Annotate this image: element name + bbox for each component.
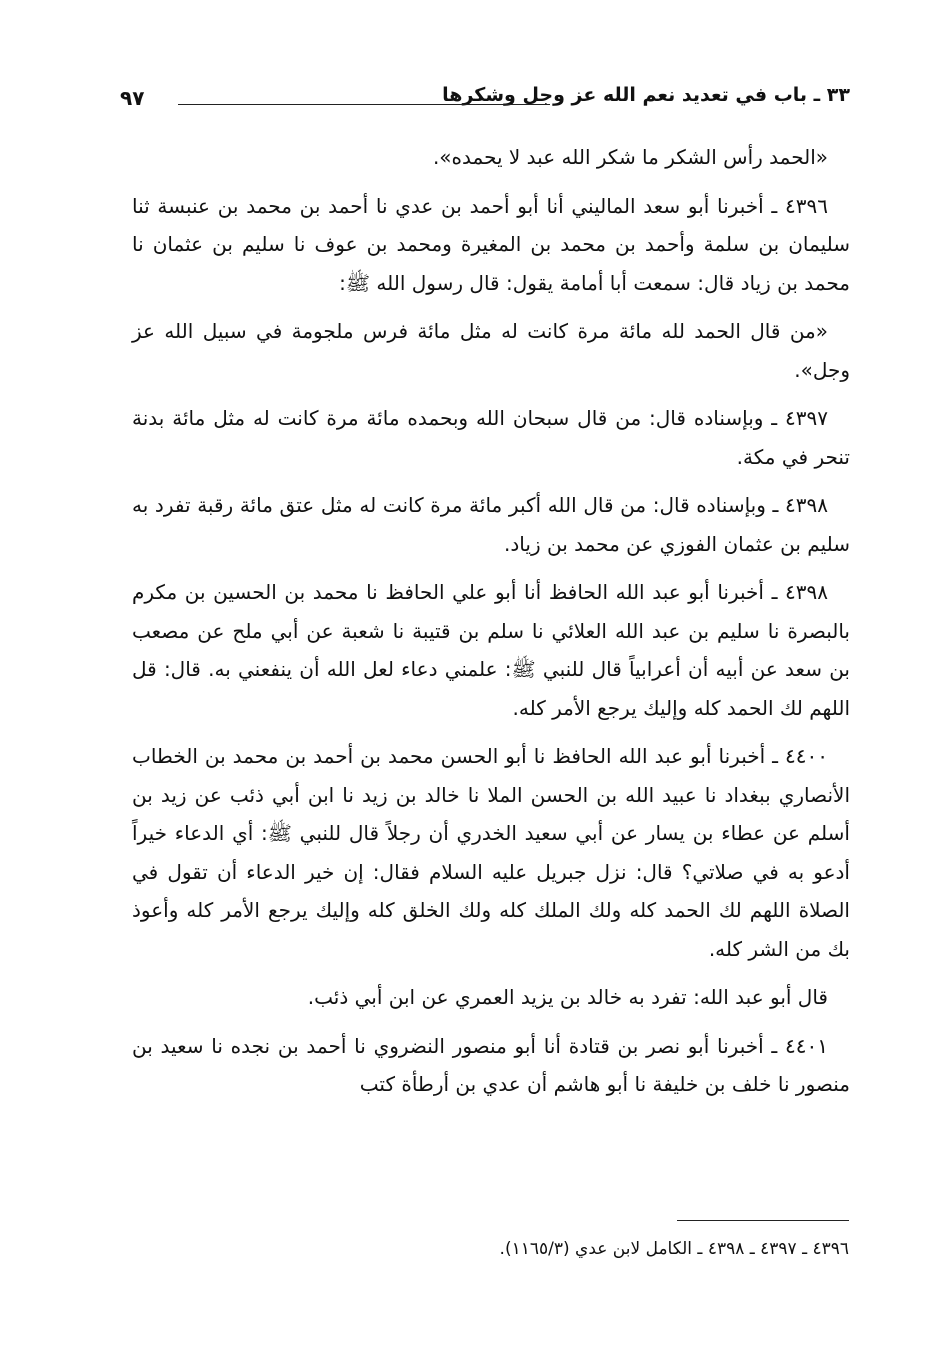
- hadith-4398: ٤٣٩٨ ـ وبإسناده قال: من قال الله أكبر مائة مرة كانت له مثل عتق مائة رقبة تفرد به سليم بن عثمان الفوزي عن محمد بن زياد.: [132, 493, 850, 556]
- page-header: [120, 80, 850, 120]
- paragraph-quote-hundred: «من قال الحمد لله مائة مرة كانت له مثل مائة فرس ملجومة في سبيل الله عز وجل».: [132, 319, 850, 382]
- page-number: ٩٧: [120, 86, 145, 110]
- paragraph-comment: قال أبو عبد الله: تفرد به خالد بن يزيد العمري عن ابن أبي ذئب.: [307, 985, 828, 1009]
- hadith-4400: ٤٤٠٠ ـ أخبرنا أبو عبد الله الحافظ نا أبو الحسن محمد بن أحمد بن محمد بن الخطاب الأنصاري ببغداد نا عبيد الله بن الحسن الملا نا خالد بن زيد نا ابن أبي ذئب عن زيد بن أسلم عن عطاء بن يسار عن أبي سعيد الخدري أن رجلاً قال للنبي ﷺ: أي الدعاء خيراً أدعو به في صلاتي؟ قال: نزل جبريل عليه السلام فقال: إن خير الدعاء أن تقول في الصلاة اللهم لك الحمد كله ولك الملك كله ولك الخلق كله وإليك يرجع الأمر كله وأعوذ بك من الشر كله.: [132, 744, 850, 961]
- footnote-rule: [677, 1220, 849, 1221]
- paragraph-quote-hamd: «الحمد رأس الشكر ما شكر الله عبد لا يحمده».: [432, 145, 828, 169]
- header-rule: [178, 104, 550, 105]
- running-title: ٣٣ ـ باب في تعديد نعم الله عز وجل وشكرها: [442, 84, 850, 106]
- hadith-4396: ٤٣٩٦ ـ أخبرنا أبو سعد الماليني أنا أبو أحمد بن عدي نا أحمد بن محمد بن عنبسة ثنا سليمان بن سلمة وأحمد بن محمد بن المغيرة ومحمد بن عوف نا سليم بن عثمان نا محمد بن زياد قال: سمعت أبا أمامة يقول: قال رسول الله ﷺ:: [132, 193, 850, 295]
- hadith-4398-second: ٤٣٩٨ ـ أخبرنا أبو عبد الله الحافظ أنا أبو علي الحافظ نا محمد بن الحسين بن مكرم بالبصرة نا سليم بن عبد الله العلائي نا سلم بن قتيبة نا شعبة عن أبي ملح عن مصعب بن سعد عن أبيه أن أعرابياً قال للنبي ﷺ: علمني دعاء لعل الله أن ينفعني به. قال: قل اللهم لك الحمد كله وإليك يرجع الأمر كله.: [132, 580, 850, 720]
- footnote: ٤٣٩٦ ـ ٤٣٩٧ ـ ٤٣٩٨ ـ الكامل لابن عدي (١١٦٥/٣).: [499, 1239, 849, 1259]
- body-text: [132, 138, 850, 1114]
- hadith-4397: ٤٣٩٧ ـ وبإسناده قال: من قال سبحان الله وبحمده مائة مرة كانت له مثل مائة بدنة تنحر في مكة.: [132, 406, 850, 469]
- hadith-4401: ٤٤٠١ ـ أخبرنا أبو نصر بن قتادة أنا أبو منصور النضروي نا أحمد بن نجده نا سعيد بن منصور نا خلف بن خليفة نا أبو هاشم أن عدي بن أرطأة كتب: [132, 1033, 850, 1096]
